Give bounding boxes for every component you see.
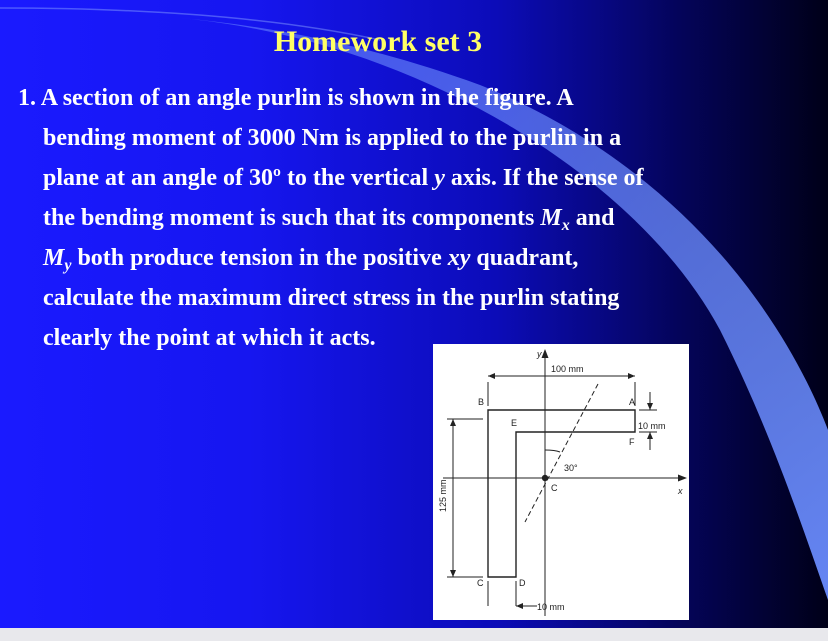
problem-line-2 — [18, 118, 718, 158]
dim-height-label: 125 mm — [438, 479, 448, 512]
slide-bottom-bar — [0, 628, 828, 641]
dim-arrow-icon — [647, 403, 653, 410]
angle-label: 30° — [564, 463, 578, 473]
subscript-y: y — [64, 257, 72, 274]
var-y: y — [434, 165, 445, 191]
dim-arrow-icon — [647, 432, 653, 439]
angle-arc — [545, 450, 560, 452]
y-axis-arrow-icon — [542, 349, 549, 358]
y-axis-label: y — [537, 349, 542, 359]
problem-statement — [18, 78, 718, 358]
x-axis-label: x — [678, 486, 683, 496]
point-E-label: E — [511, 418, 518, 428]
problem-line-6 — [18, 278, 718, 318]
dim-thickness-bottom-label: 10 mm — [537, 602, 565, 612]
dim-arrow-icon — [450, 419, 456, 426]
x-axis-arrow-icon — [678, 475, 687, 482]
point-C-label: C — [477, 578, 484, 588]
angle-section-figure — [433, 344, 689, 620]
dim-width-label: 100 mm — [551, 364, 584, 374]
problem-line-3 — [18, 158, 718, 198]
problem-text: calculate the maximum direct stress in the purlin stating — [43, 285, 620, 311]
point-F-label: F — [629, 437, 635, 447]
dim-thickness-top-label: 10 mm — [638, 421, 666, 431]
problem-number: 1. — [18, 85, 36, 111]
dim-arrow-icon — [450, 570, 456, 577]
problem-text: and — [569, 205, 615, 231]
problem-line-4 — [18, 198, 718, 238]
dim-arrow-icon — [628, 373, 635, 379]
centroid-label: C — [551, 483, 558, 493]
problem-text: both produce tension in the positive — [71, 245, 448, 271]
problem-text: axis. If the sense of — [444, 165, 644, 191]
problem-text: clearly the point at which it acts. — [43, 325, 376, 351]
moment-plane-line — [525, 384, 598, 522]
var-Mx: M — [540, 205, 562, 231]
problem-text: A section of an angle purlin is shown in the figure. A — [40, 85, 574, 111]
var-xy: xy — [447, 245, 471, 271]
problem-text: plane at an angle of 30º to the vertical — [43, 165, 435, 191]
var-My: M — [43, 245, 65, 271]
dim-arrow-icon — [488, 373, 495, 379]
point-D-label: D — [519, 578, 526, 588]
angle-section-outline — [488, 410, 635, 577]
subscript-x: x — [561, 217, 570, 234]
centroid-dot-icon — [542, 475, 548, 481]
point-B-label: B — [478, 397, 485, 407]
point-A-label: A — [629, 397, 636, 407]
problem-text: quadrant, — [470, 245, 579, 271]
problem-line-5 — [18, 238, 718, 278]
problem-line-1 — [18, 78, 718, 118]
problem-text: the bending moment is such that its components — [43, 205, 541, 231]
dim-arrow-icon — [516, 603, 523, 609]
slide-title: Homework set 3 — [273, 25, 483, 58]
problem-text: bending moment of 3000 Nm is applied to the purlin in a — [43, 125, 622, 151]
